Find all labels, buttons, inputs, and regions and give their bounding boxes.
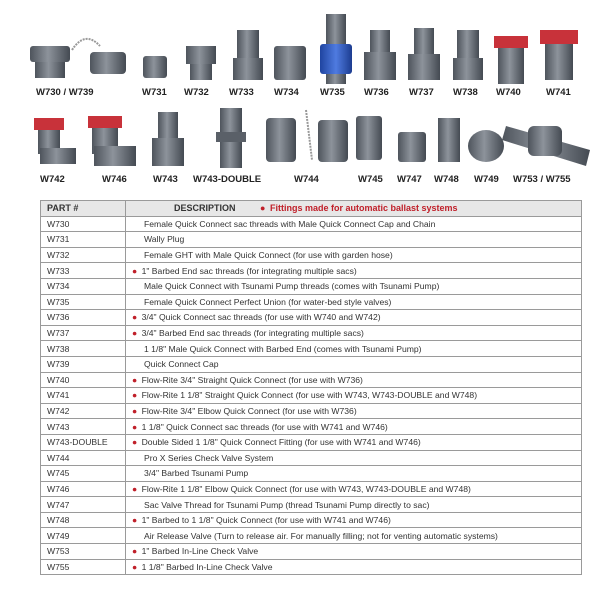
description-text: Quick Connect Cap: [144, 359, 219, 370]
product-images-row-2: [0, 0, 600, 200]
caption-w744: W744: [294, 174, 319, 185]
description-cell: [126, 481, 582, 497]
part-number-cell: W748: [41, 512, 126, 528]
w749-fitting-image: [468, 130, 504, 162]
automatic-ballast-bullet-icon: ●: [132, 483, 140, 494]
part-number-cell: W753: [41, 544, 126, 560]
description-cell: [126, 278, 582, 294]
caption-w732: W732: [184, 87, 209, 98]
table-row: [41, 356, 582, 372]
description-text: Pro X Series Check Valve System: [144, 452, 274, 463]
table-row: [41, 247, 582, 263]
part-number-cell: W755: [41, 559, 126, 575]
caption-w737: W737: [409, 87, 434, 98]
automatic-ballast-bullet-icon: ●: [132, 265, 140, 276]
table-row: [41, 232, 582, 248]
table-row: [41, 341, 582, 357]
table-row: [41, 403, 582, 419]
w748-fitting-image: [438, 118, 460, 162]
part-number-cell: W740: [41, 372, 126, 388]
part-number-cell: W736: [41, 310, 126, 326]
part-number-cell: W743-DOUBLE: [41, 434, 126, 450]
part-number-cell: W734: [41, 278, 126, 294]
description-cell: [126, 512, 582, 528]
description-header-label: DESCRIPTION: [174, 203, 236, 214]
description-cell: [126, 388, 582, 404]
automatic-ballast-bullet-icon: ●: [132, 390, 140, 401]
description-text: Flow-Rite 1 1/8" Straight Quick Connect (for use with W743, W743-DOUBLE and W748): [141, 390, 478, 401]
description-text: Female Quick Connect sac threads with Male Quick Connect Cap and Chain: [144, 218, 436, 229]
w744-fitting-image: [266, 110, 348, 162]
table-row: [41, 419, 582, 435]
table-row: [41, 512, 582, 528]
description-text: Flow-Rite 3/4" Elbow Quick Connect (for use with W736): [141, 406, 357, 417]
w747-fitting-image: [398, 132, 426, 162]
caption-w740: W740: [496, 87, 521, 98]
table-row: [41, 497, 582, 513]
part-number-cell: W747: [41, 497, 126, 513]
table-row: [41, 278, 582, 294]
part-number-cell: W743: [41, 419, 126, 435]
table-row: [41, 263, 582, 279]
description-cell: [126, 528, 582, 544]
w745-fitting-image: [356, 116, 382, 160]
description-text: Air Release Valve (Turn to release air. For manually filling; not for venting automatic systems): [144, 530, 498, 541]
parts-table-body: [41, 216, 582, 575]
part-number-cell: W749: [41, 528, 126, 544]
description-text: Female Quick Connect Perfect Union (for water-bed style valves): [144, 296, 392, 307]
caption-w734: W734: [274, 87, 299, 98]
part-number-cell: W746: [41, 481, 126, 497]
w746-fitting-image: [88, 116, 136, 166]
description-cell: [126, 372, 582, 388]
automatic-ballast-bullet-icon: ●: [132, 312, 140, 323]
description-text: 1" Barbed In-Line Check Valve: [141, 546, 259, 557]
w743-double-fitting-image: [216, 108, 246, 168]
description-cell: [126, 356, 582, 372]
table-row: [41, 294, 582, 310]
description-cell: [126, 497, 582, 513]
caption-w747: W747: [397, 174, 422, 185]
table-row: [41, 434, 582, 450]
description-text: Male Quick Connect with Tsunami Pump threads (comes with Tsunami Pump): [144, 281, 440, 292]
part-number-header: PART #: [41, 201, 126, 217]
caption-w745: W745: [358, 174, 383, 185]
caption-w742: W742: [40, 174, 65, 185]
table-row: [41, 372, 582, 388]
automatic-ballast-bullet-icon: ●: [132, 421, 140, 432]
description-cell: [126, 434, 582, 450]
part-number-cell: W735: [41, 294, 126, 310]
description-text: Wally Plug: [144, 234, 185, 245]
caption-w733: W733: [229, 87, 254, 98]
part-number-cell: W738: [41, 341, 126, 357]
description-header: [126, 201, 582, 217]
automatic-ballast-bullet-icon: ●: [132, 515, 140, 526]
description-cell: [126, 559, 582, 575]
caption-w746: W746: [102, 174, 127, 185]
description-text: 1" Barbed to 1 1/8" Quick Connect (for use with W741 and W746): [141, 515, 391, 526]
description-cell: [126, 310, 582, 326]
description-cell: [126, 466, 582, 482]
caption-w743-double: W743-DOUBLE: [193, 174, 262, 185]
description-cell: [126, 450, 582, 466]
description-text: 1" Barbed End sac threads (for integrating multiple sacs): [141, 265, 357, 276]
automatic-ballast-note: Fittings made for automatic ballast systems: [269, 203, 458, 214]
table-row: [41, 216, 582, 232]
description-cell: [126, 341, 582, 357]
table-row: [41, 466, 582, 482]
part-number-cell: W733: [41, 263, 126, 279]
part-number-cell: W732: [41, 247, 126, 263]
caption-w748: W748: [434, 174, 459, 185]
caption-w741: W741: [546, 87, 571, 98]
caption-w753-w755: W753 / W755: [513, 174, 571, 185]
w742-fitting-image: [34, 118, 76, 164]
description-cell: [126, 403, 582, 419]
description-text: 3/4" Barbed Tsunami Pump: [144, 468, 249, 479]
automatic-ballast-bullet-icon: ●: [132, 374, 140, 385]
caption-w743: W743: [153, 174, 178, 185]
description-text: 3/4" Quick Connect sac threads (for use with W740 and W742): [141, 312, 381, 323]
part-number-cell: W739: [41, 356, 126, 372]
automatic-ballast-bullet-icon: ●: [132, 406, 140, 417]
part-number-cell: W731: [41, 232, 126, 248]
table-row: [41, 310, 582, 326]
table-row: [41, 388, 582, 404]
description-text: 3/4" Barbed End sac threads (for integrating multiple sacs): [141, 328, 364, 339]
part-number-cell: W730: [41, 216, 126, 232]
description-cell: [126, 294, 582, 310]
automatic-ballast-bullet-icon: ●: [132, 546, 140, 557]
description-cell: [126, 544, 582, 560]
table-row: [41, 481, 582, 497]
parts-table: [40, 200, 582, 575]
part-number-cell: W745: [41, 466, 126, 482]
caption-w730-w739: W730 / W739: [36, 87, 94, 98]
w743-fitting-image: [152, 112, 184, 166]
part-number-cell: W737: [41, 325, 126, 341]
description-text: 1 1/8" Male Quick Connect with Barbed End (comes with Tsunami Pump): [144, 343, 422, 354]
caption-w731: W731: [142, 87, 167, 98]
table-row: [41, 325, 582, 341]
part-number-cell: W742: [41, 403, 126, 419]
caption-w749: W749: [474, 174, 499, 185]
description-cell: [126, 325, 582, 341]
caption-w735: W735: [320, 87, 345, 98]
description-text: 1 1/8" Barbed In-Line Check Valve: [141, 561, 273, 572]
description-cell: [126, 232, 582, 248]
description-text: Flow-Rite 3/4" Straight Quick Connect (for use with W736): [141, 374, 363, 385]
parts-table-header: [41, 201, 582, 217]
description-text: Sac Valve Thread for Tsunami Pump (thread Tsunami Pump directly to sac): [144, 499, 430, 510]
bullet-legend-icon: ●: [260, 203, 266, 214]
table-row: [41, 559, 582, 575]
description-cell: [126, 247, 582, 263]
part-number-cell: W741: [41, 388, 126, 404]
description-cell: [126, 263, 582, 279]
automatic-ballast-bullet-icon: ●: [132, 561, 140, 572]
part-number-cell: W744: [41, 450, 126, 466]
caption-w736: W736: [364, 87, 389, 98]
description-cell: [126, 216, 582, 232]
table-row: [41, 544, 582, 560]
description-text: 1 1/8" Quick Connect sac threads (for use with W741 and W746): [141, 421, 388, 432]
automatic-ballast-bullet-icon: ●: [132, 437, 140, 448]
table-row: [41, 528, 582, 544]
description-text: Flow-Rite 1 1/8" Elbow Quick Connect (for use with W743, W743-DOUBLE and W748): [141, 483, 471, 494]
w753-w755-fitting-image: [502, 126, 590, 166]
table-row: [41, 450, 582, 466]
caption-w738: W738: [453, 87, 478, 98]
automatic-ballast-bullet-icon: ●: [132, 328, 140, 339]
description-text: Female GHT with Male Quick Connect (for use with garden hose): [144, 250, 393, 261]
description-cell: [126, 419, 582, 435]
description-text: Double Sided 1 1/8" Quick Connect Fitting (for use with W741 and W746): [141, 437, 421, 448]
